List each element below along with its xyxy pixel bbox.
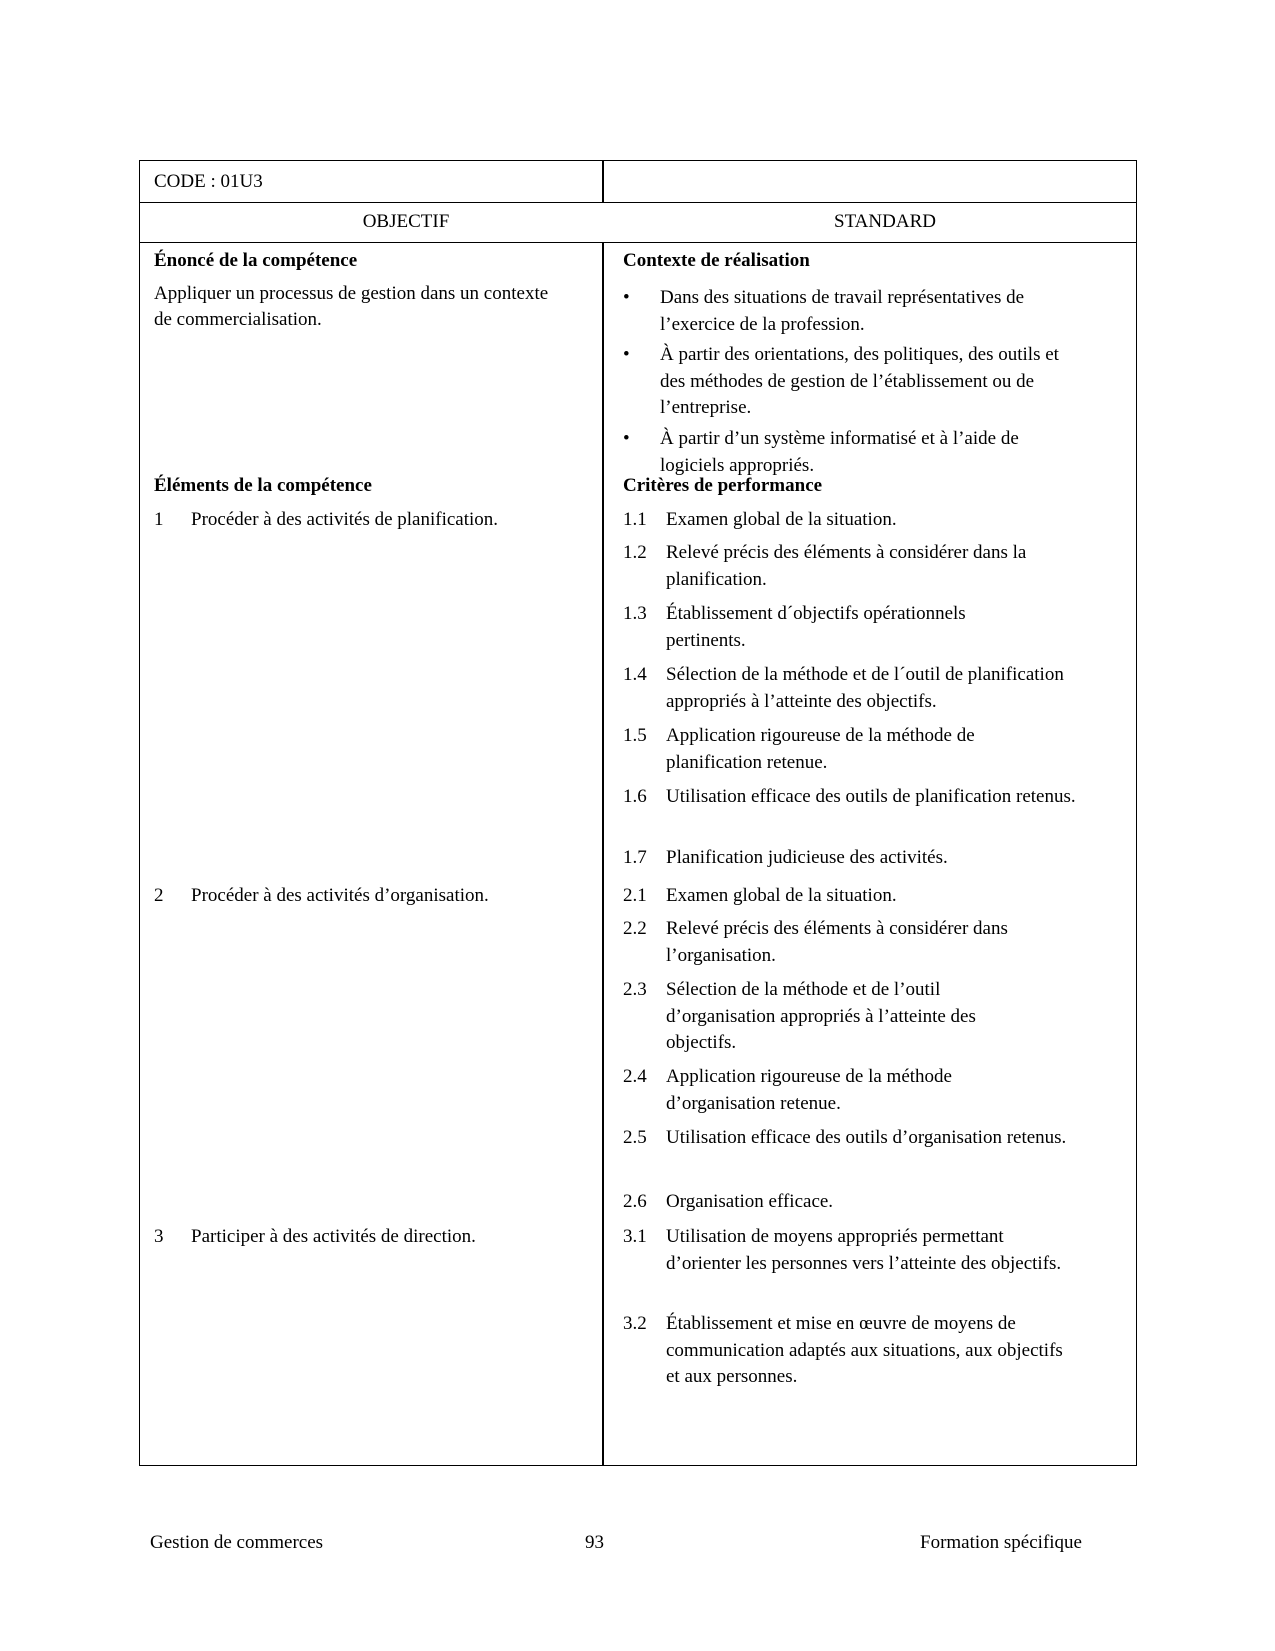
critere-text: Établissement et mise en œuvre de moyens de communication adaptés aux situations, aux objectifs et aux personnes. [666, 1313, 1063, 1387]
element-num: 1 [154, 509, 164, 530]
critere-item [623, 1311, 1076, 1391]
bullet-icon: • [623, 428, 630, 449]
critere-text: Examen global de la situation. [666, 885, 897, 906]
critere-text: Application rigoureuse de la méthode de planification retenue. [666, 725, 975, 773]
column-divider [602, 243, 604, 1465]
header-objectif: OBJECTIF [362, 211, 450, 232]
element-item-3 [154, 1224, 476, 1250]
critere-item [623, 601, 1026, 654]
critere-num: 1.7 [623, 847, 647, 868]
critere-num: 2.5 [623, 1127, 647, 1148]
contexte-title: Contexte de réalisation [623, 250, 810, 271]
critere-num: 2.6 [623, 1191, 647, 1212]
bullet-icon: • [623, 287, 630, 308]
critere-text: Établissement d´objectifs opérationnels pertinents. [666, 603, 966, 651]
critere-text: Relevé précis des éléments à considérer dans l’organisation. [666, 918, 1008, 966]
contexte-text: À partir d’un système informatisé et à l’aide de logiciels appropriés. [660, 428, 1019, 476]
critere-item [623, 540, 1106, 593]
critere-text: Planification judicieuse des activités. [666, 847, 948, 868]
critere-num: 2.3 [623, 979, 647, 1000]
critere-num: 1.5 [623, 725, 647, 746]
critere-text: Relevé précis des éléments à considérer dans la planification. [666, 542, 1027, 590]
critere-item [623, 916, 1076, 969]
footer-program: Gestion de commerces [150, 1532, 324, 1553]
contexte-item-2 [623, 342, 1070, 422]
element-item-2 [154, 883, 489, 909]
enonce-title: Énoncé de la compétence [154, 250, 358, 271]
critere-text: Sélection de la méthode et de l’outil d’organisation appropriés à l’atteinte des objectifs. [666, 979, 976, 1053]
critere-num: 3.2 [623, 1313, 647, 1334]
critere-item [623, 784, 1086, 811]
footer-page-number: 93 [585, 1532, 604, 1553]
critere-text: Application rigoureuse de la méthode d’organisation retenue. [666, 1066, 952, 1114]
critere-item [623, 507, 1106, 534]
header-standard: STANDARD [834, 211, 936, 232]
enonce-text: Appliquer un processus de gestion dans un contexte de commercialisation. [154, 283, 549, 330]
header-row [140, 203, 1136, 243]
code-row [140, 161, 1136, 203]
critere-text: Organisation efficace. [666, 1191, 834, 1212]
competency-table [139, 160, 1137, 1466]
critere-num: 2.4 [623, 1066, 647, 1087]
critere-item [623, 1125, 1071, 1152]
critere-text: Utilisation de moyens appropriés permettant d’orienter les personnes vers l’atteinte des objectifs. [666, 1226, 1062, 1274]
critere-num: 1.1 [623, 509, 647, 530]
critere-num: 1.2 [623, 542, 647, 563]
footer-section: Formation spécifique [920, 1532, 1082, 1553]
element-num: 3 [154, 1226, 164, 1247]
element-text: Participer à des activités de direction. [191, 1226, 476, 1247]
critere-num: 1.6 [623, 786, 647, 807]
column-divider-top [602, 161, 604, 203]
critere-text: Utilisation efficace des outils de planification retenus. [666, 786, 1076, 807]
code-label: CODE : 01U3 [154, 171, 263, 192]
element-text: Procéder à des activités d’organisation. [191, 885, 489, 906]
critere-item [623, 1189, 1106, 1216]
critere-num: 1.4 [623, 664, 647, 685]
critere-num: 2.2 [623, 918, 647, 939]
critere-item [623, 883, 1106, 910]
element-text: Procéder à des activités de planification. [191, 509, 499, 530]
elements-title: Éléments de la compétence [154, 475, 372, 496]
critere-item [623, 1224, 1066, 1277]
contexte-item-1 [623, 285, 1070, 338]
critere-item [623, 662, 1111, 715]
contexte-text: Dans des situations de travail représentatives de l’exercice de la profession. [660, 287, 1025, 335]
contexte-text: À partir des orientations, des politiques, des outils et des méthodes de gestion de l’établissement ou de l’entreprise. [660, 344, 1059, 418]
critere-num: 1.3 [623, 603, 647, 624]
element-num: 2 [154, 885, 164, 906]
critere-num: 2.1 [623, 885, 647, 906]
critere-item [623, 845, 1106, 872]
critere-text: Sélection de la méthode et de l´outil de planification appropriés à l’atteinte des objectifs. [666, 664, 1064, 712]
bullet-icon: • [623, 344, 630, 365]
critere-item [623, 723, 1036, 776]
element-item-1 [154, 507, 498, 533]
criteres-title: Critères de performance [623, 475, 823, 496]
critere-item [623, 977, 1046, 1057]
contexte-item-3 [623, 426, 1070, 479]
critere-text: Examen global de la situation. [666, 509, 897, 530]
critere-text: Utilisation efficace des outils d’organisation retenus. [666, 1127, 1067, 1148]
critere-num: 3.1 [623, 1226, 647, 1247]
critere-item [623, 1064, 1026, 1117]
